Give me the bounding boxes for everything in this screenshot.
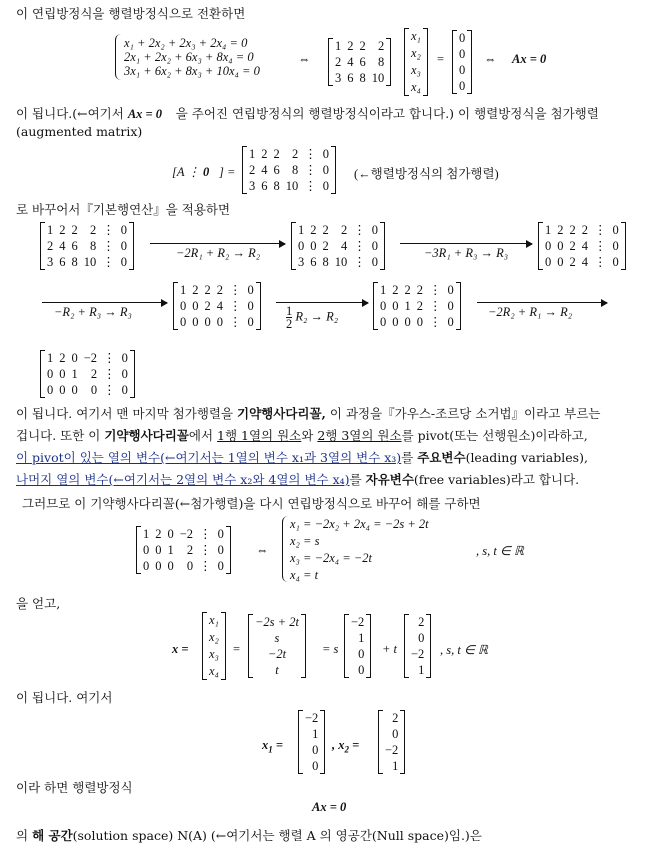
- paragraph-10: 이 됩니다. 여기서: [16, 690, 113, 705]
- basis-x2: 2 0 −2 1: [378, 710, 405, 774]
- paragraph-9: 을 얻고,: [16, 596, 61, 611]
- paragraph-3: 로 바꾸어서『기본행연산』을 적용하면: [16, 202, 231, 217]
- paragraph-4: 이 됩니다. 여기서 맨 마지막 첨가행렬을 기약행사다리꼴, 이 과정을『가우스-조르당 소거법』이라고 부르는: [16, 406, 601, 421]
- paragraph-12: 의 해 공간(solution space) N(A) (←여기서는 행렬 A 의 영공간(Null space)임.)은: [16, 828, 482, 843]
- matrix-equation-2: Ax = 0⃗: [312, 800, 356, 814]
- left-brace: [115, 34, 122, 80]
- op-label-3: −R₂ + R₃ → R₃: [54, 305, 132, 319]
- matrix-rref-repeat: 1 2 0 −2 ⋮ 0 0 0 1 2 ⋮ 0 0 0 0 0 ⋮ 0: [136, 526, 231, 574]
- linear-system: x₁ + 2x₂ + 2x₃ + 2x₄ = 0 2x₁ + 2x₂ + 6x₃ + 8x₄ = 0 3x₁ + 6x₂ + 8x₃ + 10x₄ = 0: [124, 36, 260, 78]
- augmented-term: (augmented matrix): [16, 124, 143, 139]
- matrix-aug-start: 1 2 2 2 ⋮ 0 2 4 6 8 ⋮ 0 3 6 8 10 ⋮ 0: [40, 222, 134, 270]
- op-label-2: −3R₁ + R₃ → R₃: [424, 246, 509, 260]
- arrow-op-1: [150, 243, 285, 244]
- paragraph-2: 이 됩니다.(←여기서 Ax = 0⃗ 을 주어진 연립방정식의 행렬방정식이라고 합니다.) 이 행렬방정식을 첨가행렬: [16, 106, 599, 121]
- arrow-op-3: [42, 302, 167, 303]
- iff-symbol: ⇔: [298, 52, 311, 66]
- paragraph-11: 이라 하면 행렬방정식: [16, 780, 133, 795]
- arrow-op-4: [276, 302, 368, 303]
- zero-vector: 0 0 0 0: [452, 30, 472, 94]
- left-brace-2: [282, 516, 289, 582]
- augmented-label: (←행렬방정식의 첨가행렬): [354, 167, 499, 181]
- paragraph-5: 겁니다. 또한 이 기약행사다리꼴에서 1행 1열의 원소와 2행 3열의 원소를 pivot(또는 선행원소)이라하고,: [16, 428, 588, 443]
- basis-x1: −2 1 0 0: [298, 710, 325, 774]
- op-label-5: −2R₂ + R₁ → R₂: [488, 305, 573, 319]
- variable-vector: x₁ x₂ x₃ x₄: [404, 28, 428, 96]
- augmented-matrix: 1 2 2 2 ⋮ 0 2 4 6 8 ⋮ 0 3 6 8 10 ⋮ 0: [242, 146, 336, 194]
- matrix-rref: 1 2 0 −2 ⋮ 0 0 0 1 2 ⋮ 0 0 0 0 0 ⋮ 0: [40, 350, 135, 398]
- basis-vector-2: 2 0 −2 1: [404, 614, 431, 678]
- matrix-step-1: 1 2 2 2 ⋮ 0 0 0 2 4 ⋮ 0 3 6 8 10 ⋮ 0: [291, 222, 385, 270]
- arrow-op-2: [400, 243, 532, 244]
- matrix-equation: Ax = 0⃗: [512, 52, 556, 66]
- solution-vector: −2s + 2t s −2t t: [248, 614, 306, 678]
- parameter-domain: , s, t ∈ ℝ: [476, 544, 524, 558]
- x2-label: , $x_2$ =: [332, 738, 360, 755]
- paragraph-6: 이 pivot이 있는 열의 변수(←여기서는 1열의 변수 x₁과 3열의 변수 x₃)를 주요변수(leading variables),: [16, 450, 588, 465]
- intro-text: 이 연립방정식을 행렬방정식으로 전환하면: [16, 6, 246, 21]
- solution-system: x₁ = −2x₂ + 2x₄ = −2s + 2t x₂ = s x₃ = −2x₄ = −2t x₄ = t: [290, 517, 429, 582]
- x-vector: x₁ x₂ x₃ x₄: [202, 612, 226, 680]
- coefficient-matrix: 1 2 2 2 2 4 6 8 3 6 8 10: [328, 38, 391, 86]
- op-label-4: $\frac{1}{2}$ R₂ → R₂: [286, 304, 339, 331]
- paragraph-7: 나머지 열의 변수(←여기서는 2열의 변수 x₂와 4열의 변수 x₄)를 자유변수(free variables)라고 합니다.: [16, 472, 580, 487]
- augmented-notation: [A ⋮ 0⃗] =: [172, 165, 236, 179]
- matrix-step-2: 1 2 2 2 ⋮ 0 0 0 2 4 ⋮ 0 0 0 2 4 ⋮ 0: [538, 222, 626, 270]
- paragraph-8: 그러므로 이 기약행사다리꼴(←첨가행렬)을 다시 연립방정식으로 바꾸어 해를 구하면: [22, 496, 481, 511]
- matrix-step-4: 1 2 2 2 ⋮ 0 0 0 1 2 ⋮ 0 0 0 0 0 ⋮ 0: [373, 282, 461, 330]
- parameter-domain-2: , s, t ∈ ℝ: [440, 643, 488, 657]
- basis-vector-1: −2 1 0 0: [344, 614, 371, 678]
- x1-label: $x_1$ =: [262, 738, 283, 755]
- arrow-op-5: [477, 302, 607, 303]
- matrix-step-3: 1 2 2 2 ⋮ 0 0 0 2 4 ⋮ 0 0 0 0 0 ⋮ 0: [173, 282, 261, 330]
- op-label-1: −2R₁ + R₂ → R₂: [176, 246, 261, 260]
